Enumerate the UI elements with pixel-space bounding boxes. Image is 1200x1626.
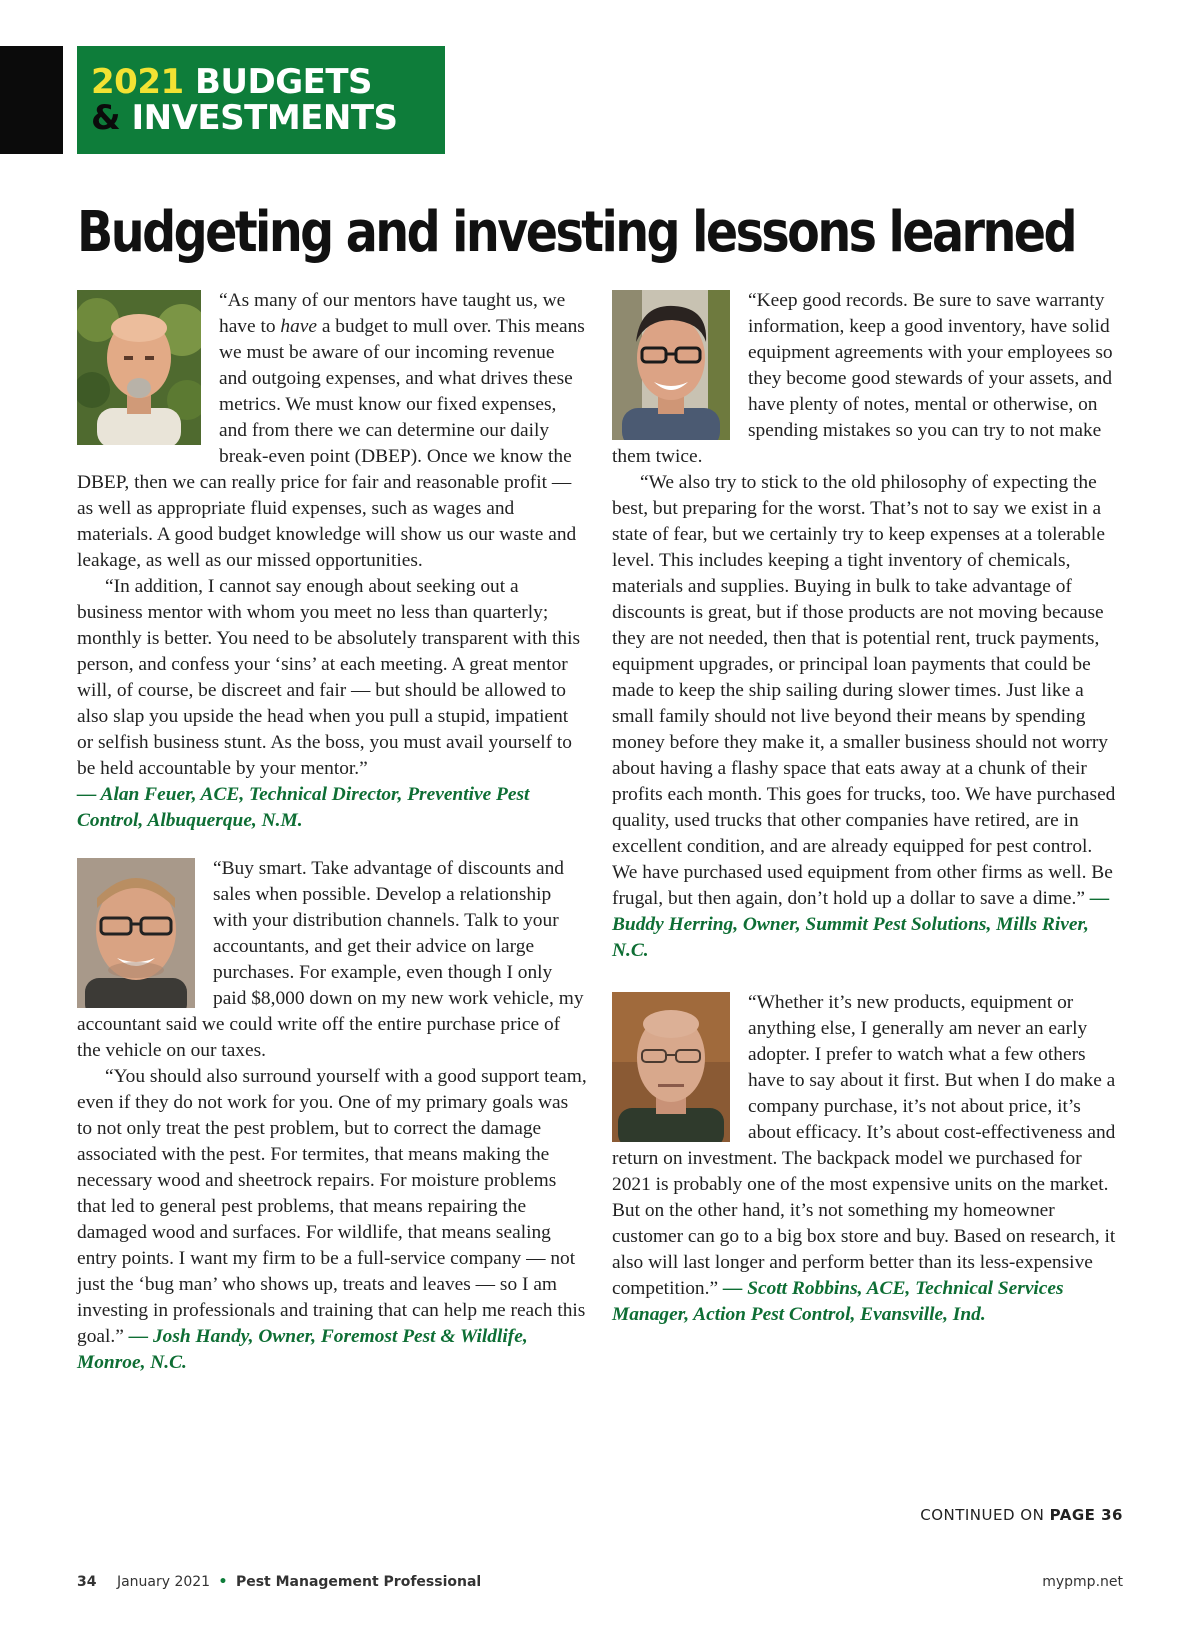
josh-attribution: — Josh Handy, Owner, Foremost Pest & Wildlife, Monroe, N.C. xyxy=(77,1326,528,1373)
scott-attribution: — Scott Robbins, ACE, Technical Services Manager, Action Pest Control, Evansville, Ind. xyxy=(612,1278,1064,1325)
continued-notice: CONTINUED ON PAGE 36 xyxy=(920,1506,1123,1524)
buddy-paragraph-2: “We also try to stick to the old philosophy of expecting the best, but preparing for the worst. That’s not to say we exist in a state of fear, but we certainly try to keep expenses at a tolerable level. This includes keeping a tight inventory of chemicals, materials and supplies. Buying in bulk to take advantage of discounts is great, but if those products are not moving because they are not needed, then that is potential rent, truck payments, equipment upgrades, or principal loan payments that could be made to keep the ship sailing during slower times. Just like a small family should not live beyond their means by spending money before they make it, a smaller business should not worry about having a flashy space that eats away at a chunk of their profits each month. This goes for trucks, too. We have purchased quality, used trucks that other companies have retired, are in excellent condition, and are already equipped for pest control. We have purchased used equipment from other firms as well. Be frugal, but then again, don’t hold up a dollar to save a dime.” — Buddy Herring, Owner, Summit Pest Solutions, Mills River, N.C. xyxy=(612,472,1116,961)
page-footer xyxy=(77,1574,1123,1594)
section-banner xyxy=(77,46,445,154)
right-column xyxy=(612,288,1120,1350)
left-column xyxy=(77,288,587,1398)
website: mypmp.net xyxy=(1042,1574,1123,1590)
portrait-buddy-herring xyxy=(612,290,730,440)
page-title: Budgeting and investing lessons learned xyxy=(77,200,1076,265)
portrait-josh-handy xyxy=(77,858,195,1008)
continued-page: PAGE 36 xyxy=(1049,1506,1123,1524)
josh-paragraph-1: “Buy smart. Take advantage of discounts and sales when possible. Develop a relationship with your distribution channels. Talk to your accountants, and get their advice on large purchases. For example, even though I only paid $8,000 down on my new work vehicle, my accountant said we could write off the entire purchase price of the vehicle on our taxes. xyxy=(77,858,584,1061)
alan-paragraph-2: “In addition, I cannot say enough about seeking out a business mentor with whom you meet no less than quarterly; monthly is better. You need to be absolutely transparent with this person, and confess your ‘sins’ at each meeting. A great mentor will, of course, be discreet and fair — but should be allowed to also slap you upside the head when you pull a stupid, impatient or selfish business stunt. As the boss, you must avail yourself to be held accountable by your mentor.” xyxy=(77,576,581,779)
publication-name: Pest Management Professional xyxy=(235,1574,482,1590)
portrait-alan-feuer xyxy=(77,290,201,445)
section-ampersand: & xyxy=(91,98,121,138)
quote-scott-robbins xyxy=(612,990,1120,1328)
section-tab-marker xyxy=(0,46,63,154)
portrait-scott-robbins xyxy=(612,992,730,1142)
quote-buddy-herring xyxy=(612,288,1120,964)
buddy-paragraph-1: “Keep good records. Be sure to save warranty information, keep a good inventory, have solid equipment agreements with your employees so they become good stewards of your assets, and have plenty of notes, mental or otherwise, on spending mistakes so you can try to not make them twice. xyxy=(612,290,1113,467)
quote-alan-feuer xyxy=(77,288,587,834)
quote-josh-handy xyxy=(77,856,587,1376)
footer-bullet: • xyxy=(218,1574,228,1590)
section-line1: BUDGETS xyxy=(183,62,373,102)
scott-paragraph-1: “Whether it’s new products, equipment or anything else, I generally am never an early adopter. I prefer to watch what a few others have to say about it first. But when I do make a company purchase, it’s not about price, it’s about efficacy. It’s about cost-effectiveness and return on investment. The backpack model we purchased for 2021 is probably one of the most expensive units on the market. But on the other hand, it’s not something my homeowner customer can go to a big box store and buy. Based on research, it also will last longer and perform better than its less-expensive competition.” — Scott Robbins, ACE, Technical Services Manager, Action Pest Control, Evansville, Ind. xyxy=(612,992,1116,1325)
issue-date: January 2021 xyxy=(116,1574,211,1590)
section-line2: INVESTMENTS xyxy=(120,98,398,138)
alan-attribution: — Alan Feuer, ACE, Technical Director, Preventive Pest Control, Albuquerque, N.M. xyxy=(77,784,530,831)
josh-paragraph-2: “You should also surround yourself with a good support team, even if they do not work for you. One of my primary goals was to not only treat the pest problem, but to correct the damage associated with the pest. For termites, that means making the necessary wood and sheetrock repairs. For moisture problems that led to general pest problems, that means repairing the damaged wood and surfaces. For wildlife, that means sealing entry points. I want my firm to be a full-service company — not just the ‘bug man’ who shows up, treats and leaves — so I am investing in professionals and training that can help me reach this goal.” — Josh Handy, Owner, Foremost Pest & Wildlife, Monroe, N.C. xyxy=(77,1066,587,1373)
alan-paragraph-1: “As many of our mentors have taught us, we have to have a budget to mull over. This means we must be aware of our incoming revenue and outgoing expenses, and what drives these metrics. We must know our fixed expenses, and from there we can determine our daily break-even point (DBEP). Once we know the DBEP, then we can really price for fair and reasonable profit — as well as appropriate fluid expenses, such as wages and materials. A good budget knowledge will show us our waste and leakage, as well as our missed opportunities. xyxy=(77,290,585,571)
page-number: 34 xyxy=(77,1574,97,1590)
buddy-attribution: — Buddy Herring, Owner, Summit Pest Solutions, Mills River, N.C. xyxy=(612,888,1110,961)
section-year: 2021 xyxy=(91,62,184,102)
